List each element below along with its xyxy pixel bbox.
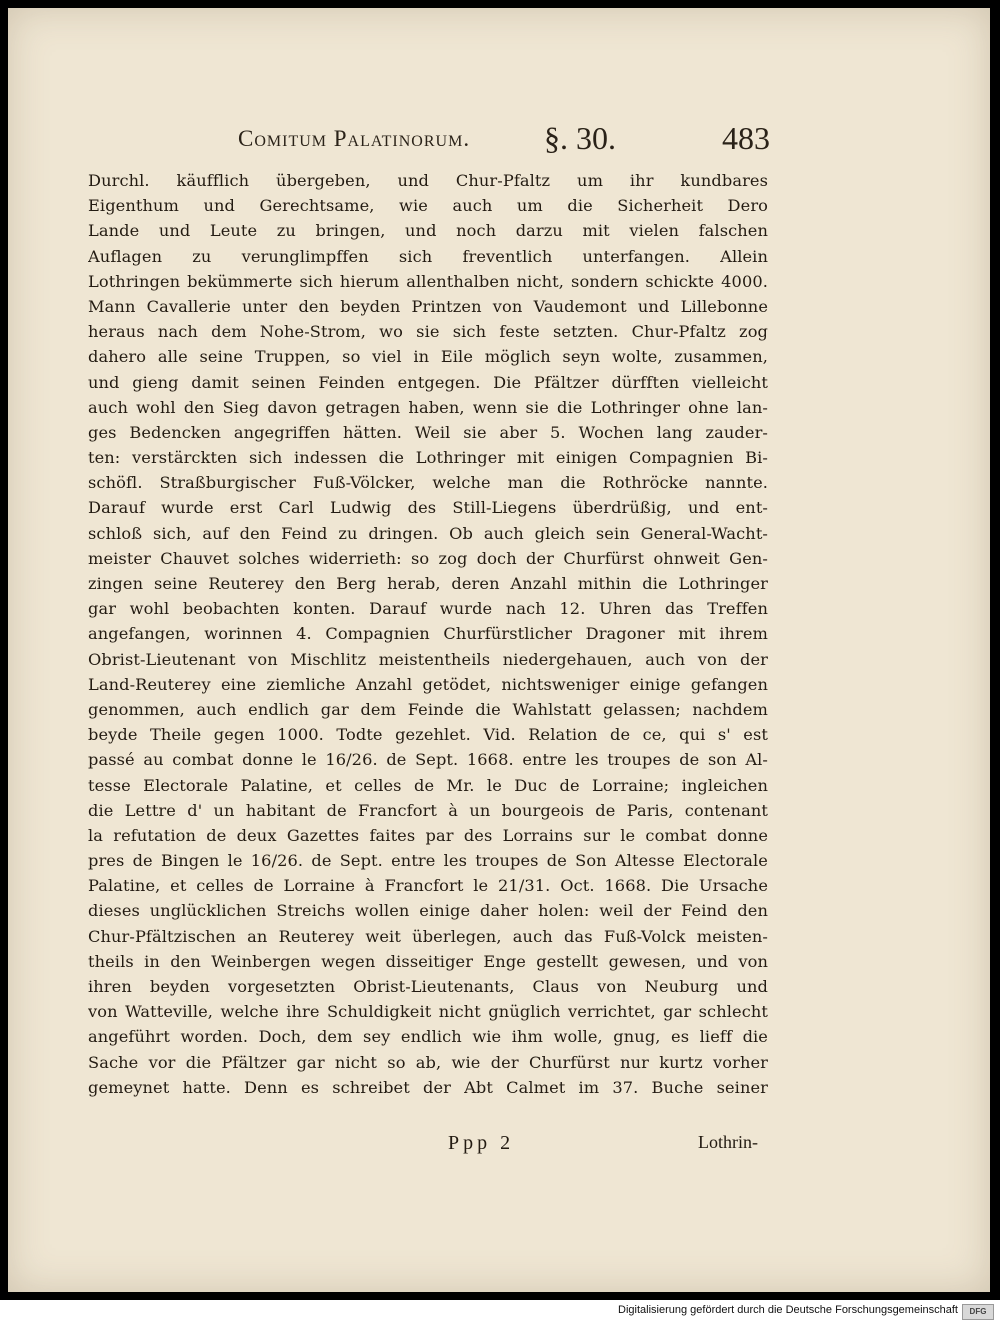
text-line: Sache vor die Pfältzer gar nicht so ab, wie der Churfürst nur kurtz vorher <box>88 1052 768 1072</box>
text-line: dahero alle seine Truppen, so viel in Eile möglich seyn wolte, zusammen, <box>88 347 768 367</box>
text-line: dieses unglücklichen Streichs wollen einige daher holen: weil der Feind den <box>88 901 768 921</box>
body-text <box>88 168 768 1100</box>
text-line: Auflagen zu verunglimpffen sich freventlich unterfangen. Allein <box>88 246 768 266</box>
text-line: und gieng damit seinen Feinden entgegen. Die Pfältzer dürfften vielleicht <box>88 372 768 392</box>
text-line: Eigenthum und Gerechtsame, wie auch um die Sicherheit Dero <box>88 196 768 216</box>
text-line: meister Chauvet solches widerrieth: so zog doch der Churfürst ohnweit Gen- <box>88 548 768 568</box>
page-header <box>8 120 990 160</box>
text-line: gemeynet hatte. Denn es schreibet der Abt Calmet im 37. Buche seiner <box>88 1077 768 1097</box>
text-line: auch wohl den Sieg davon getragen haben, wenn sie die Lothringer ohne lan- <box>88 397 768 417</box>
text-line: tesse Electorale Palatine, et celles de Mr. le Duc de Lorraine; ingleichen <box>88 775 768 795</box>
text-line: Mann Cavallerie unter den beyden Printzen von Vaudemont und Lillebonne <box>88 296 768 316</box>
text-line: heraus nach dem Nohe-Strom, wo sie sich feste setzten. Chur-Pfaltz zog <box>88 322 768 342</box>
text-line: Durchl. käufflich übergeben, und Chur-Pfaltz um ihr kundbares <box>88 171 768 190</box>
text-line: angefangen, worinnen 4. Compagnien Churfürstlicher Dragoner mit ihrem <box>88 624 768 644</box>
page-footer <box>8 1132 990 1162</box>
text-line: angeführt worden. Doch, dem sey endlich wie ihm wolle, gnug, es lieff die <box>88 1027 768 1047</box>
text-line: schöfl. Straßburgischer Fuß-Völcker, welche man die Rothröcke nannte. <box>88 473 768 493</box>
text-line: die Lettre d' un habitant de Francfort à un bourgeois de Paris, contenant <box>88 800 768 820</box>
catchword: Lothrin- <box>698 1132 758 1152</box>
text-line: von Watteville, welche ihre Schuldigkeit nicht gnüglich verrichtet, gar schlecht <box>88 1002 768 1022</box>
text-line: Palatine, et celles de Lorraine à Francfort le 21/31. Oct. 1668. Die Ursache <box>88 876 768 896</box>
text-line: Obrist-Lieutenant von Mischlitz meistentheils niedergehauen, auch von der <box>88 649 768 669</box>
text-line: Lothringen bekümmerte sich hierum allenthalben nicht, sondern schickte 4000. <box>88 271 768 291</box>
text-line: Land-Reuterey eine ziemliche Anzahl getödet, nichtsweniger einige gefangen <box>88 674 768 694</box>
section-number: §. 30. <box>544 120 616 156</box>
text-line: theils in den Weinbergen wegen disseitiger Enge gestellt gewesen, und von <box>88 951 768 971</box>
page-number: 483 <box>722 120 770 156</box>
text-line: Lande und Leute zu bringen, und noch darzu mit vielen falschen <box>88 221 768 241</box>
text-line: passé au combat donne le 16/26. de Sept. 1668. entre les troupes de son Al- <box>88 750 768 770</box>
book-page <box>8 8 990 1292</box>
signature-mark: Ppp 2 <box>448 1132 515 1154</box>
text-line: ihren beyden vorgesetzten Obrist-Lieutenants, Claus von Neuburg und <box>88 977 768 996</box>
running-title: Comitum Palatinorum. <box>238 126 471 151</box>
text-line: beyde Theile gegen 1000. Todte gezehlet. Vid. Relation de ce, qui s' est <box>88 725 768 745</box>
text-line: gar wohl beobachten konten. Darauf wurde nach 12. Uhren das Treffen <box>88 599 768 619</box>
text-line: zingen seine Reuterey den Berg herab, deren Anzahl mithin die Lothringer <box>88 574 768 593</box>
text-line: pres de Bingen le 16/26. de Sept. entre les troupes de Son Altesse Electorale <box>88 851 768 871</box>
credit-text: Digitalisierung gefördert durch die Deutsche Forschungsgemeinschaft <box>618 1304 958 1316</box>
text-line: Darauf wurde erst Carl Ludwig des Still-Liegens überdrüßig, und ent- <box>88 498 768 518</box>
text-line: la refutation de deux Gazettes faites par des Lorrains sur le combat donne <box>88 825 768 845</box>
text-line: schloß sich, auf den Feind zu dringen. Ob auch gleich sein General-Wacht- <box>88 523 768 543</box>
text-line: ges Bedencken angegriffen hätten. Weil sie aber 5. Wochen lang zauder- <box>88 422 768 442</box>
dfg-logo: DFG <box>962 1304 994 1320</box>
text-line: genommen, auch endlich gar dem Feinde die Wahlstatt gelassen; nachdem <box>88 699 768 719</box>
text-line: Chur-Pfältzischen an Reuterey weit überlegen, auch das Fuß-Volck meisten- <box>88 926 768 946</box>
credit-bar <box>0 1300 1000 1323</box>
text-line: ten: verstärckten sich indessen die Lothringer mit einigen Compagnien Bi- <box>88 448 768 468</box>
